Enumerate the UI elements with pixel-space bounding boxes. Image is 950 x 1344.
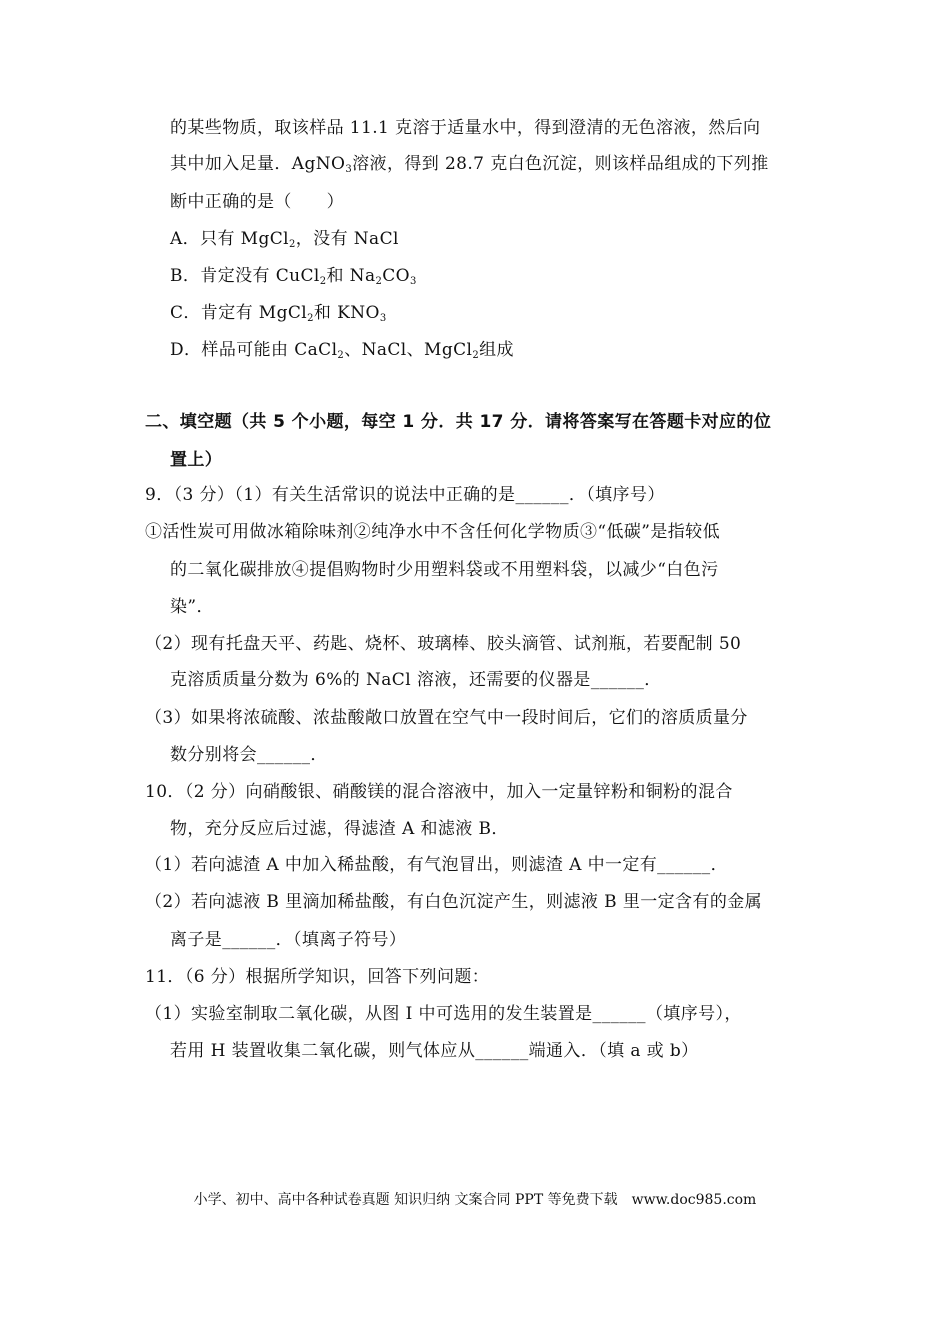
option-text: 和 Na (326, 266, 376, 286)
subscript: 3 (345, 164, 353, 175)
subscript: 2 (289, 239, 296, 250)
q8-text-line (170, 152, 769, 176)
option-text: 、NaCl、MgCl (344, 340, 473, 360)
q8-option-b (170, 264, 417, 288)
subscript: 2 (307, 313, 314, 324)
q9-part3: （3）如果将浓硫酸、浓盐酸敞口放置在空气中一段时间后，它们的溶质质量分 (145, 708, 748, 728)
q10-part2: 离子是______．（填离子符号） (170, 930, 407, 950)
page-footer: 小学、初中、高中各种试卷真题 知识归纳 文案合同 PPT 等免费下载 www.doc985.com (193, 1192, 757, 1208)
option-text: ，没有 NaCl (295, 229, 399, 249)
option-text: D．样品可能由 CaCl (170, 340, 338, 360)
option-text: 组成 (479, 340, 514, 360)
option-text: C．肯定有 MgCl (170, 303, 308, 323)
q8-option-d (170, 338, 514, 362)
q8-option-c (170, 301, 387, 325)
q9-text-line: 染”． (170, 597, 214, 617)
q8-text-line: 断中正确的是（ ） (170, 192, 344, 212)
subscript: 2 (375, 276, 383, 287)
q9-part3: 数分别将会______． (170, 745, 328, 765)
subscript: 2 (472, 350, 480, 361)
q10-part1: （1）若向滤渣 A 中加入稀盐酸，有气泡冒出，则滤渣 A 中一定有______． (145, 855, 728, 875)
option-text: CO (382, 266, 410, 286)
option-text: 和 KNO (313, 303, 380, 323)
q10-part2: （2）若向滤液 B 里滴加稀盐酸，有白色沉淀产生，则滤液 B 里一定含有的金属 (145, 892, 763, 912)
q9-text-line: ①活性炭可用做冰箱除味剂②纯净水中不含任何化学物质③“低碳”是指较低 (145, 522, 720, 542)
subscript: 2 (337, 350, 345, 361)
section-heading: 置上） (170, 450, 223, 470)
q8-text-part: 其中加入足量．AgNO (170, 154, 346, 174)
subscript: 2 (319, 276, 327, 287)
option-text: A．只有 MgCl (170, 229, 290, 249)
subscript: 3 (410, 276, 417, 287)
section-heading: 二、填空题（共 5 个小题，每空 1 分．共 17 分．请将答案写在答题卡对应的位 (145, 412, 772, 432)
subscript: 3 (379, 313, 387, 324)
q11-part1: （1）实验室制取二氧化碳，从图 I 中可选用的发生装置是______（填序号）， (145, 1004, 742, 1024)
q9-header: 9．（3 分）（1）有关生活常识的说法中正确的是______．（填序号） (145, 485, 665, 505)
q8-option-a (170, 227, 399, 251)
q9-part2: 克溶质质量分数为 6%的 NaCl 溶液，还需要的仪器是______． (170, 670, 662, 690)
q9-part2: （2）现有托盘天平、药匙、烧杯、玻璃棒、胶头滴管、试剂瓶，若要配制 50 (145, 634, 742, 654)
q11-header: 11．（6 分）根据所学知识，回答下列问题： (145, 967, 490, 987)
q9-text-line: 的二氧化碳排放④提倡购物时少用塑料袋或不用塑料袋，以减少“白色污 (170, 560, 719, 580)
q8-text-part: 溶液，得到 28.7 克白色沉淀，则该样品组成的下列推 (352, 154, 769, 174)
q10-header: 10．（2 分）向硝酸银、硝酸镁的混合溶液中，加入一定量锌粉和铜粉的混合 (145, 782, 733, 802)
q10-header: 物，充分反应后过滤，得滤渣 A 和滤液 B． (170, 819, 509, 839)
q11-part1: 若用 H 装置收集二氧化碳，则气体应从______端通入．（填 a 或 b） (170, 1041, 699, 1061)
q8-text-line: 的某些物质，取该样品 11.1 克溶于适量水中，得到澄清的无色溶液，然后向 (170, 118, 761, 138)
option-text: B．肯定没有 CuCl (170, 266, 320, 286)
